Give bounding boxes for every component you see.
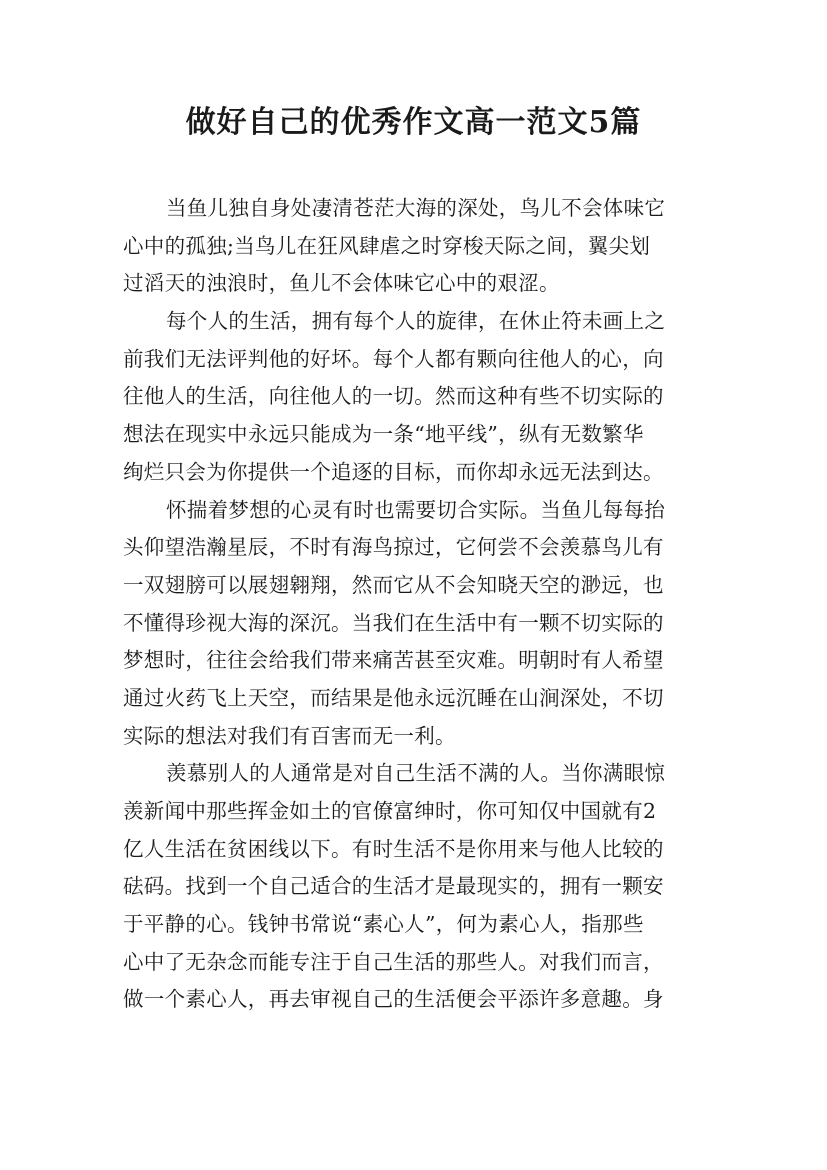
paragraph-line: 心中了无杂念而能专注于自己生活的那些人。对我们而言， bbox=[123, 949, 664, 974]
paragraph-line: 羡新闻中那些挥金如土的官僚富绅时，你可知仅中国就有2 bbox=[123, 799, 657, 823]
paragraph-line: 每个人的生活，拥有每个人的旋律，在休止符未画上之 bbox=[166, 309, 666, 334]
paragraph-line: 头仰望浩瀚星辰，不时有海鸟掠过，它何尝不会羡慕鸟儿有 bbox=[123, 535, 664, 560]
paragraph-line: 想法在现实中永远只能成为一条“地平线”，纵有无数繁华 bbox=[123, 422, 644, 447]
paragraph-line: 通过火药飞上天空，而结果是他永远沉睡在山涧深处，不切 bbox=[123, 685, 664, 710]
paragraph-line: 前我们无法评判他的好坏。每个人都有颗向往他人的心，向 bbox=[123, 346, 664, 371]
paragraph-line: 往他人的生活，向往他人的一切。然而这种有些不切实际的 bbox=[123, 384, 664, 409]
paragraph-line: 心中的孤独;当鸟儿在狂风肆虐之时穿梭天际之间，翼尖划 bbox=[123, 233, 651, 258]
paragraph-line: 梦想时，往往会给我们带来痛苦甚至灾难。明朝时有人希望 bbox=[123, 648, 664, 673]
document-body bbox=[123, 190, 707, 1019]
paragraph-line: 砝码。找到一个自己适合的生活才是最现实的，拥有一颗安 bbox=[123, 874, 664, 899]
paragraph-line: 不懂得珍视大海的深沉。当我们在生活中有一颗不切实际的 bbox=[123, 610, 664, 635]
paragraph-line: 一双翅膀可以展翅翱翔，然而它从不会知晓天空的渺远，也 bbox=[123, 572, 664, 597]
paragraph-line: 绚烂只会为你提供一个追逐的目标，而你却永远无法到达。 bbox=[123, 459, 664, 484]
paragraph-line: 亿人生活在贫困线以下。有时生活不是你用来与他人比较的 bbox=[123, 836, 664, 861]
paragraph-line: 做一个素心人，再去审视自己的生活便会平添许多意趣。身 bbox=[123, 987, 664, 1012]
document-title: 做好自己的优秀作文高一范文5篇 bbox=[185, 105, 642, 140]
paragraph-line: 怀揣着梦想的心灵有时也需要切合实际。当鱼儿每每抬 bbox=[166, 497, 666, 522]
paragraph-line: 实际的想法对我们有百害而无一利。 bbox=[123, 723, 456, 748]
paragraph-line: 于平静的心。钱钟书常说“素心人”，何为素心人，指那些 bbox=[123, 912, 644, 937]
paragraph-line: 当鱼儿独自身处凄清苍茫大海的深处，鸟儿不会体味它 bbox=[166, 196, 666, 220]
paragraph-line: 过滔天的浊浪时，鱼儿不会体味它心中的艰涩。 bbox=[123, 271, 560, 296]
paragraph-line: 羡慕别人的人通常是对自己生活不满的人。当你满眼惊 bbox=[166, 761, 666, 786]
